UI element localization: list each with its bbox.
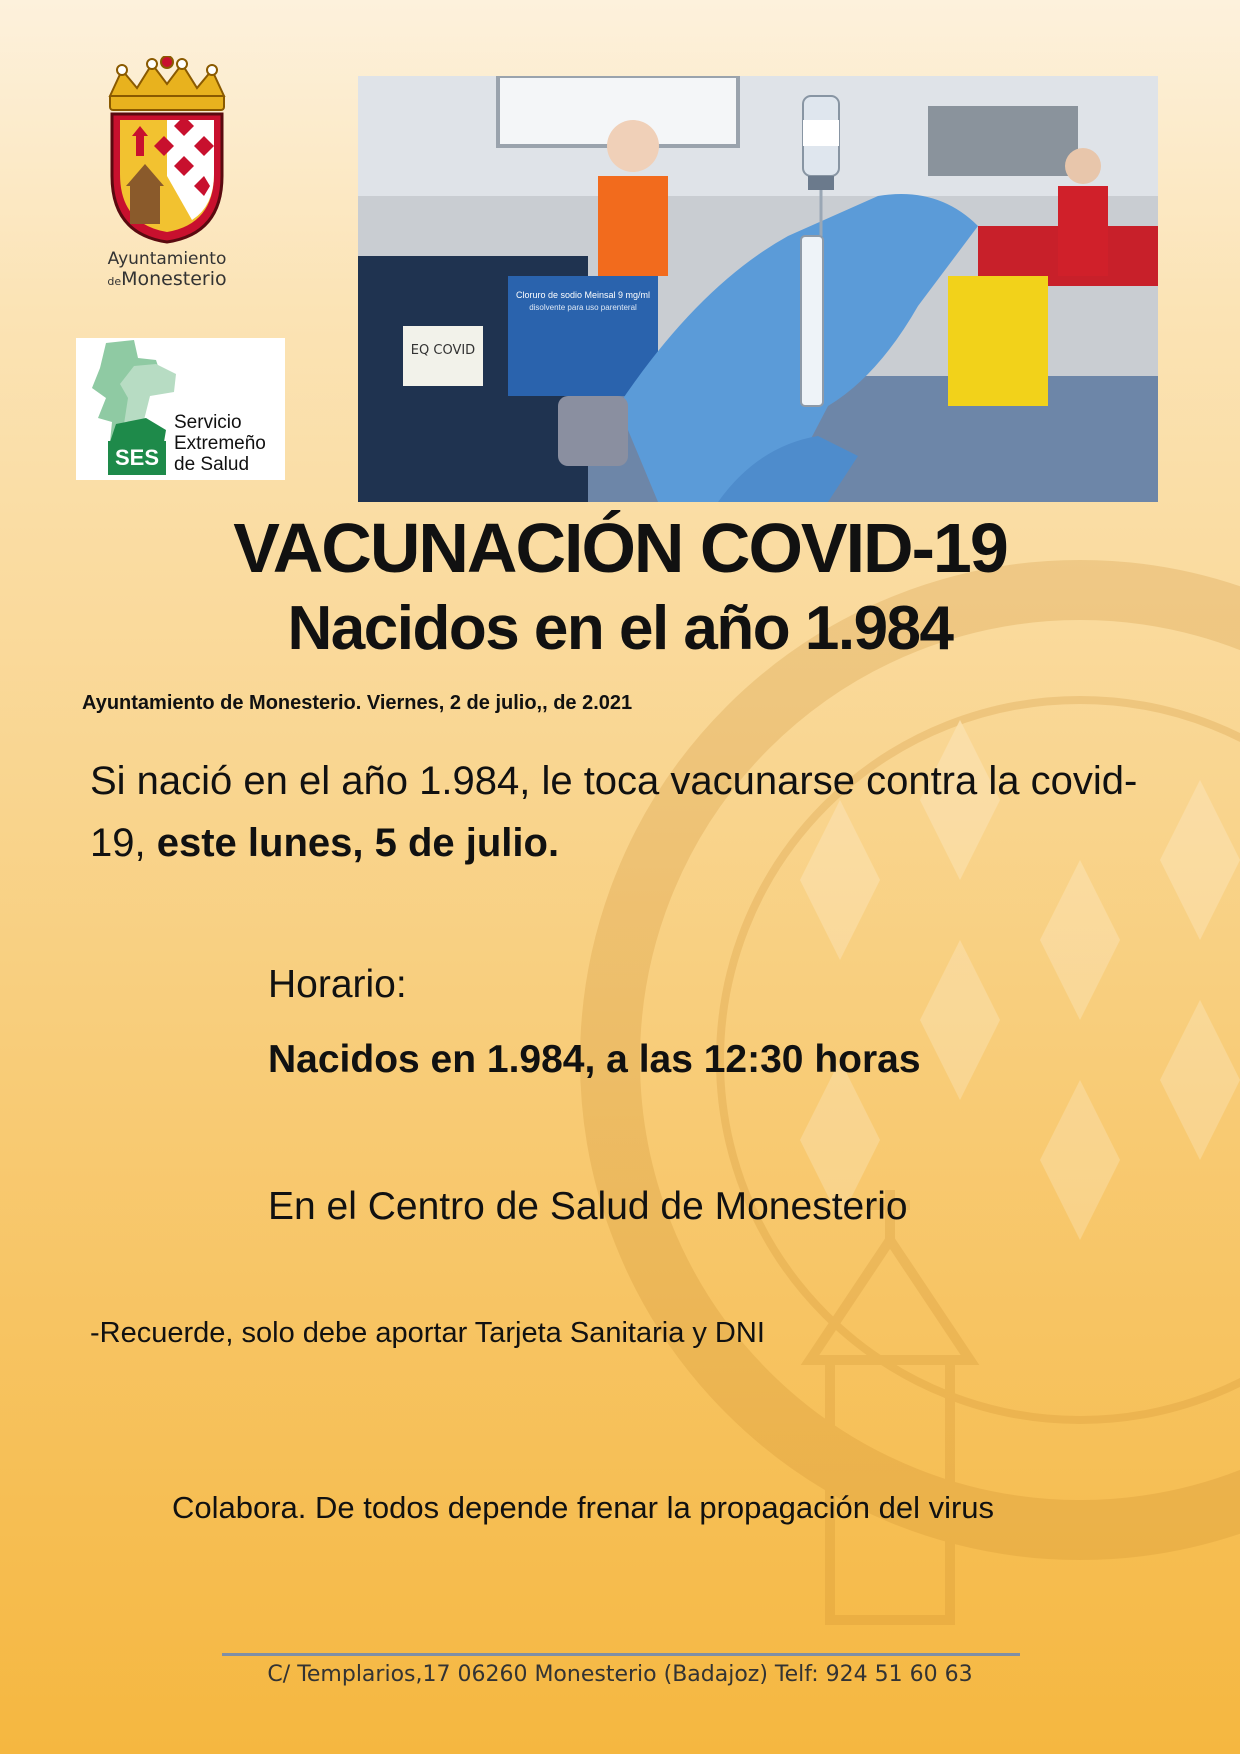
vaccination-photo bbox=[358, 76, 1158, 502]
photo-box-sublabel: disolvente para uso parenteral bbox=[529, 303, 637, 312]
footer-address: C/ Templarios,17 06260 Monesterio (Badajoz) Telf: 924 51 60 63 bbox=[267, 1662, 973, 1687]
ayuntamiento-logo bbox=[92, 56, 242, 296]
coat-of-arms-icon bbox=[92, 56, 242, 246]
photo-note-label: EQ COVID bbox=[410, 343, 476, 358]
photo-box-label: Cloruro de sodio Meinsal 9 mg/ml bbox=[515, 290, 651, 300]
footer-divider bbox=[222, 1653, 1020, 1656]
schedule-label: Horario: bbox=[268, 963, 407, 1006]
ses-badge: SES bbox=[108, 441, 166, 475]
page-subtitle: Nacidos en el año 1.984 bbox=[287, 594, 953, 663]
monesterio-label: deMonesterio bbox=[107, 268, 227, 290]
collaborate-message: Colabora. De todos depende frenar la propagación del virus bbox=[172, 1490, 995, 1525]
ses-name: Servicio Extremeño de Salud bbox=[174, 412, 266, 475]
schedule-detail: Nacidos en 1.984, a las 12:30 horas bbox=[268, 1038, 921, 1081]
coat-of-arms-watermark bbox=[560, 500, 1240, 1754]
dateline: Ayuntamiento de Monesterio. Viernes, 2 de julio,, de 2.021 bbox=[82, 692, 633, 714]
ayuntamiento-label: Ayuntamiento bbox=[107, 249, 227, 269]
ses-logo bbox=[76, 338, 285, 480]
reminder-text: -Recuerde, solo debe aportar Tarjeta Sanitaria y DNI bbox=[90, 1317, 765, 1349]
location-text: En el Centro de Salud de Monesterio bbox=[268, 1185, 908, 1228]
vaccination-date: este lunes, 5 de julio. bbox=[156, 821, 560, 865]
page-title: VACUNACIÓN COVID-19 bbox=[233, 509, 1007, 587]
intro-paragraph: Si nació en el año 1.984, le toca vacunarse contra la covid-19, este lunes, 5 de julio. bbox=[90, 759, 1138, 865]
